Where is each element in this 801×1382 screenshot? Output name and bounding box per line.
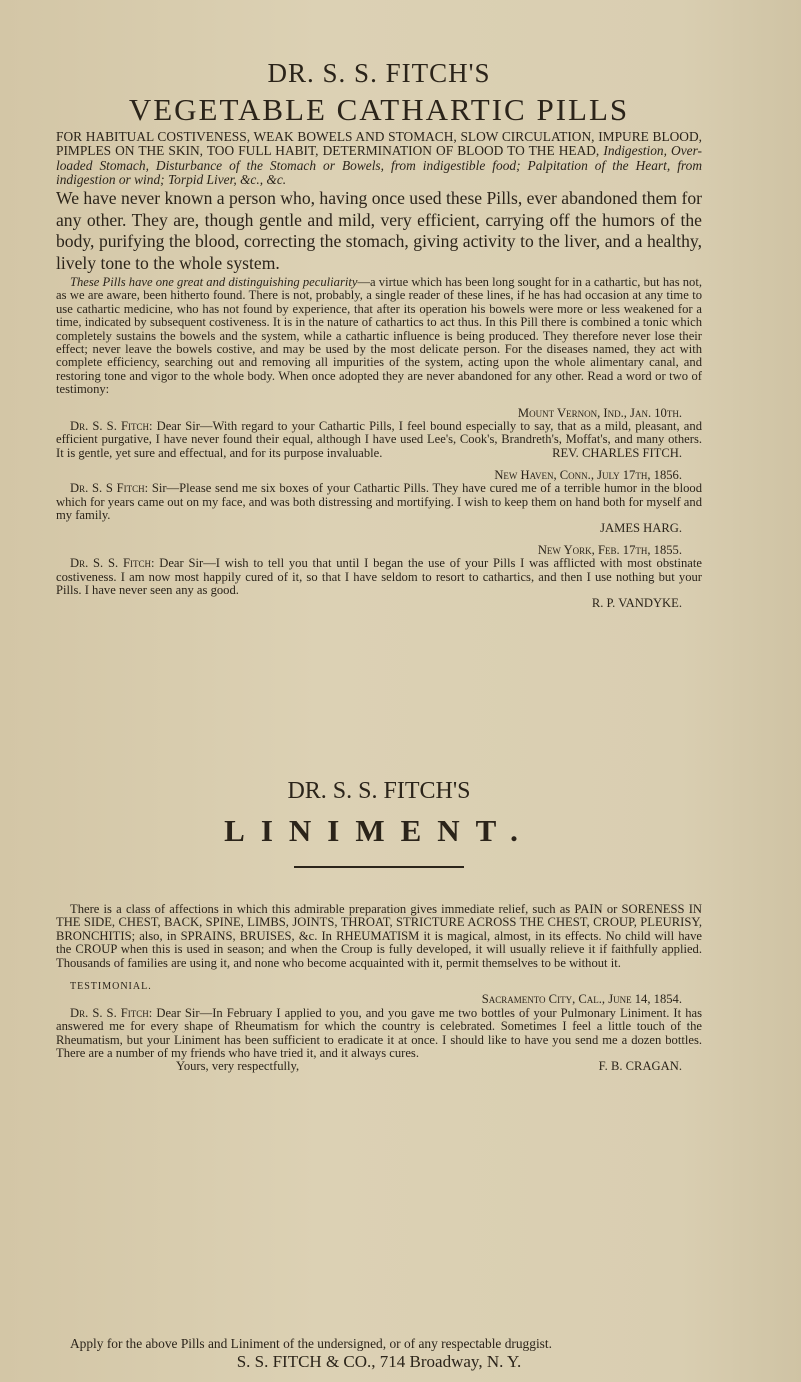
pills-title: VEGETABLE CATHARTIC PILLS bbox=[128, 92, 630, 127]
testimonial-body: Dear Sir—I wish to tell you that until I began the use of your Pills I was afflicted with most obstinate costiveness. I am now most happily cured of it, so that I have seldom to resort to cathartics, and then I use nothing but your Pills. I have never seen any as good. bbox=[56, 556, 702, 597]
testimonial-body: Sir—Please send me six boxes of your Cathartic Pills. They have cured me of a terrible humor in the blood which for years came out on my face, and was both distressing and mortifying. I wish to keep them on hand both for myself and my family. bbox=[56, 481, 702, 522]
liniment-body bbox=[56, 903, 702, 1074]
salutation: Dr. S. S. Fitch: bbox=[70, 1005, 153, 1020]
salutation: Dr. S. S. Fitch: bbox=[70, 556, 155, 571]
dateline: Sacramento City, Cal., June 14, 1854. bbox=[481, 992, 682, 1007]
dateline: Mount Vernon, Ind., Jan. 10th. bbox=[517, 405, 682, 420]
salutation: Dr. S. S Fitch: bbox=[70, 481, 149, 496]
pills-body bbox=[56, 276, 702, 611]
salutation: Dr. S. S. Fitch: bbox=[70, 419, 153, 434]
testimonial-body: Dear Sir—In February I applied to you, and you gave me two bottles of your Pulmonary Liniment. It has answered me for every shape of Rheumatism for which the country is celebrated. Sometimes I feel a little touch of the Rheumatism, but your Liniment has been sufficient to eradicate it at once. I should like to have you send me a dozen bottles. There are a number of my friends who have tried it, and it always cures. bbox=[56, 1005, 702, 1061]
pills-maker: DR. S. S. FITCH'S bbox=[267, 58, 491, 88]
indications-italic: Indigestion, Over-loaded Stomach, Disturbance of the Stomach or Bowels, from indigestible food; Palpitation of the Heart, from indigestion or wind; Torpid Liver, &c., &c. bbox=[56, 143, 702, 187]
testimonial bbox=[56, 407, 702, 461]
closing: Yours, very respectfully, bbox=[176, 1059, 300, 1074]
dateline: New York, Feb. 17th, 1855. bbox=[537, 542, 682, 557]
testimonial bbox=[56, 544, 702, 611]
para-italic: These Pills have one great and distinguishing peculiarity bbox=[70, 275, 358, 289]
liniment-title: LINIMENT. bbox=[224, 813, 534, 848]
pills-lead: We have never known a person who, having once used these Pills, ever abandoned them for any other. They are, though gentle and mild, very efficient, carrying off the humors of the body, purifying the blood, correcting the stomach, giving activity to the liver, and a healthy, lively tone to the whole system. bbox=[56, 188, 702, 273]
signature: JAMES HARG. bbox=[600, 521, 682, 536]
signature: REV. CHARLES FITCH. bbox=[552, 446, 682, 461]
signature: R. P. VANDYKE. bbox=[591, 596, 682, 611]
divider bbox=[56, 866, 702, 868]
testimonial-heading: TESTIMONIAL. bbox=[70, 981, 152, 993]
indications-caps: FOR HABITUAL COSTIVENESS, WEAK BOWELS AND STOMACH, SLOW CIRCULATION, IMPURE BLOOD, PIMPLES ON THE SKIN, TOO FULL HABIT, DETERMINATION OF BLOOD TO THE HEAD, bbox=[56, 129, 702, 159]
para-text: —a virtue which has been long sought for in a cathartic, but has not, as we are aware, been hitherto found. There is not, probably, a single reader of these lines, if he has had occasion at any time to use cathartic medicine, who has not found by experience, that after its operation his bowels were more or less weakened for a time, indicated by subsequent costiveness. It is in the nature of cathartics to act thus. In this Pill there is combined a tonic which completely sustains the bowels and the system, while a cathartic influence is being produced. They therefore never lose their effect; never leave the bowels costive, and may be used by the most delicate person. For the diseases named, they act with complete efficiency, searching out and removing all impurities of the system, acting upon the whole alimentary canal, and restoring tone and vigor to the whole body. When once adopted they are never abandoned for any other. Read a word or two of testimony: bbox=[56, 275, 703, 397]
pills-indications bbox=[56, 130, 702, 187]
signature: F. B. CRAGAN. bbox=[598, 1059, 682, 1074]
liniment-text: There is a class of affections in which this admirable preparation gives immediate relief, such as PAIN or SORENESS IN THE SIDE, CHEST, BACK, SPINE, LIMBS, JOINTS, THROAT, STRICTURE ACROSS THE CHEST, CROUP, PLEURISY, BRONCHITIS; also, in SPRAINS, BRUISES, &c. In RHEUMATISM it is magical, almost, in its effects. No child will have the CROUP when this is used in season; and when the Croup is fully developed, it will usually relieve it if faithfully applied. Thousands of families are using it, and none who become acquainted with it, permit themselves to be without it. bbox=[56, 902, 702, 970]
address: S. S. FITCH & CO., 714 Broadway, N. Y. bbox=[236, 1352, 522, 1371]
apply-text: Apply for the above Pills and Liniment of the undersigned, or of any respectable druggist. bbox=[70, 1336, 552, 1351]
testimonial bbox=[56, 469, 702, 536]
testimonial-body: Dear Sir—With regard to your Cathartic Pills, I feel bound especially to say, that as a mild, pleasant, and efficient purgative, I have never found their equal, although I have used Lee's, Cook's, Brandreth's, Moffat's, and many others. It is gentle, yet sure and effectual, and for its purpose invaluable. bbox=[56, 419, 702, 460]
dateline: New Haven, Conn., July 17th, 1856. bbox=[494, 467, 682, 482]
liniment-maker: DR. S. S. FITCH'S bbox=[287, 778, 471, 804]
